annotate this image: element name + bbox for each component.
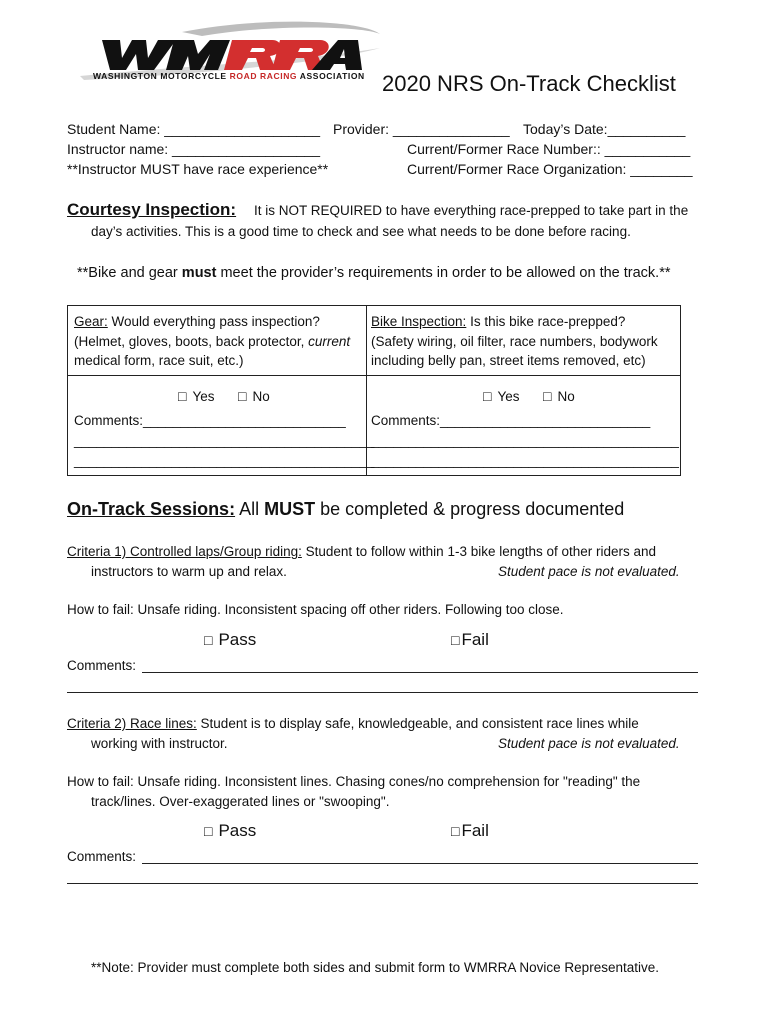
criteria-2-comments-label: Comments: <box>67 849 137 864</box>
criteria-2-fail-description-2: track/lines. Over-exaggerated lines or "swooping". <box>91 794 390 809</box>
bike-comment-line-2[interactable]: _________________________________________ <box>371 453 679 468</box>
instructor-note: **Instructor MUST have race experience** <box>67 161 329 177</box>
footer-note: **Note: Provider must complete both sides and submit form to WMRRA Novice Representative. <box>91 960 659 975</box>
bike-question: Bike Inspection: Is this bike race-prepped? <box>371 314 626 329</box>
criteria-2-comment-line-1[interactable] <box>142 863 698 864</box>
gear-comment-line-2[interactable]: ________________________________________ <box>74 453 375 468</box>
criteria-1-text-2: instructors to warm up and relax. <box>91 564 287 579</box>
courtesy-text-2: day’s activities. This is a good time to check and see what needs to be done before racing. <box>91 224 631 239</box>
bike-no-option[interactable]: □ No <box>543 388 575 404</box>
bike-yes-option[interactable]: □ Yes <box>483 388 520 404</box>
courtesy-text-1: It is NOT REQUIRED to have everything race-prepped to take part in the <box>254 203 689 218</box>
courtesy-heading: Courtesy Inspection: <box>67 200 237 219</box>
page-title: 2020 NRS On-Track Checklist <box>382 71 676 96</box>
gear-comment-line-1[interactable]: ________________________________________ <box>74 433 375 448</box>
gear-answer-cell <box>68 376 375 475</box>
todays-date-field[interactable]: Today’s Date:__________ <box>523 121 686 137</box>
criteria-2-fail-option[interactable]: □ Fail <box>451 821 489 840</box>
bike-answer-cell <box>367 376 680 475</box>
instructor-name-field[interactable]: Instructor name: ___________________ <box>67 141 320 157</box>
criteria-1-comments-label: Comments: <box>67 658 137 673</box>
criteria-2-fail-checkbox[interactable]: □ <box>451 823 460 839</box>
bike-no-checkbox[interactable]: □ <box>543 388 552 404</box>
criteria-2-fail-description-1: How to fail: Unsafe riding. Inconsistent lines. Chasing cones/no comprehension for "reading" the <box>67 774 641 789</box>
criteria-1-pass-option[interactable]: □ Pass <box>204 630 257 649</box>
criteria-2-text: Criteria 2) Race lines: Student is to display safe, knowledgeable, and consistent race lines while <box>67 716 639 731</box>
bike-comments[interactable]: Comments:____________________________ <box>371 413 651 428</box>
gear-comments[interactable]: Comments:___________________________ <box>74 413 346 428</box>
bike-details-1: (Safety wiring, oil filter, race numbers, bodywork <box>371 334 658 349</box>
gear-yes-checkbox[interactable]: □ <box>178 388 187 404</box>
provider-field[interactable]: Provider: _______________ <box>333 121 510 137</box>
criteria-1-text: Criteria 1) Controlled laps/Group riding: Student to follow within 1-3 bike lengths of other riders and <box>67 544 657 559</box>
criteria-2-comment-line-2[interactable] <box>67 883 698 884</box>
requirement-note: **Bike and gear must meet the provider’s requirements in order to be allowed on the track.** <box>77 265 671 281</box>
student-name-field[interactable]: Student Name: ____________________ <box>67 121 320 137</box>
criteria-1-fail-description: How to fail: Unsafe riding. Inconsistent spacing off other riders. Following too close. <box>67 602 564 617</box>
criteria-2-pass-option[interactable]: □ Pass <box>204 821 257 840</box>
bike-comment-line-1[interactable]: _________________________________________ <box>371 433 679 448</box>
criteria-2-pace-note: Student pace is not evaluated. <box>498 736 680 751</box>
race-number-field[interactable]: Current/Former Race Number:: ___________ <box>407 141 691 157</box>
bike-details-2: including belly pan, street items removed, etc) <box>371 353 646 368</box>
inspection-table <box>67 305 681 476</box>
gear-question: Gear: Would everything pass inspection? <box>74 314 320 329</box>
criteria-1-comment-line-2[interactable] <box>67 692 698 693</box>
bike-question-cell <box>367 306 680 376</box>
criteria-1-fail-option[interactable]: □ Fail <box>451 630 489 649</box>
gear-no-option[interactable]: □ No <box>238 388 270 404</box>
race-organization-field[interactable]: Current/Former Race Organization: ________ <box>407 161 693 177</box>
gear-details-2: medical form, race suit, etc.) <box>74 353 244 368</box>
logo-subtitle: WASHINGTON MOTORCYCLE ROAD RACING ASSOCIATION <box>93 71 365 81</box>
criteria-1-comment-line-1[interactable] <box>142 672 698 673</box>
gear-question-cell <box>68 306 367 376</box>
gear-no-checkbox[interactable]: □ <box>238 388 247 404</box>
criteria-1-fail-checkbox[interactable]: □ <box>451 632 460 648</box>
criteria-1-pace-note: Student pace is not evaluated. <box>498 564 680 579</box>
gear-details-1: (Helmet, gloves, boots, back protector, current <box>74 334 351 349</box>
criteria-1-pass-checkbox[interactable]: □ <box>204 632 213 648</box>
criteria-2-text-2: working with instructor. <box>91 736 228 751</box>
bike-yes-checkbox[interactable]: □ <box>483 388 492 404</box>
gear-yes-option[interactable]: □ Yes <box>178 388 215 404</box>
criteria-2-pass-checkbox[interactable]: □ <box>204 823 213 839</box>
sessions-heading: On-Track Sessions: All MUST be completed & progress documented <box>67 499 625 519</box>
